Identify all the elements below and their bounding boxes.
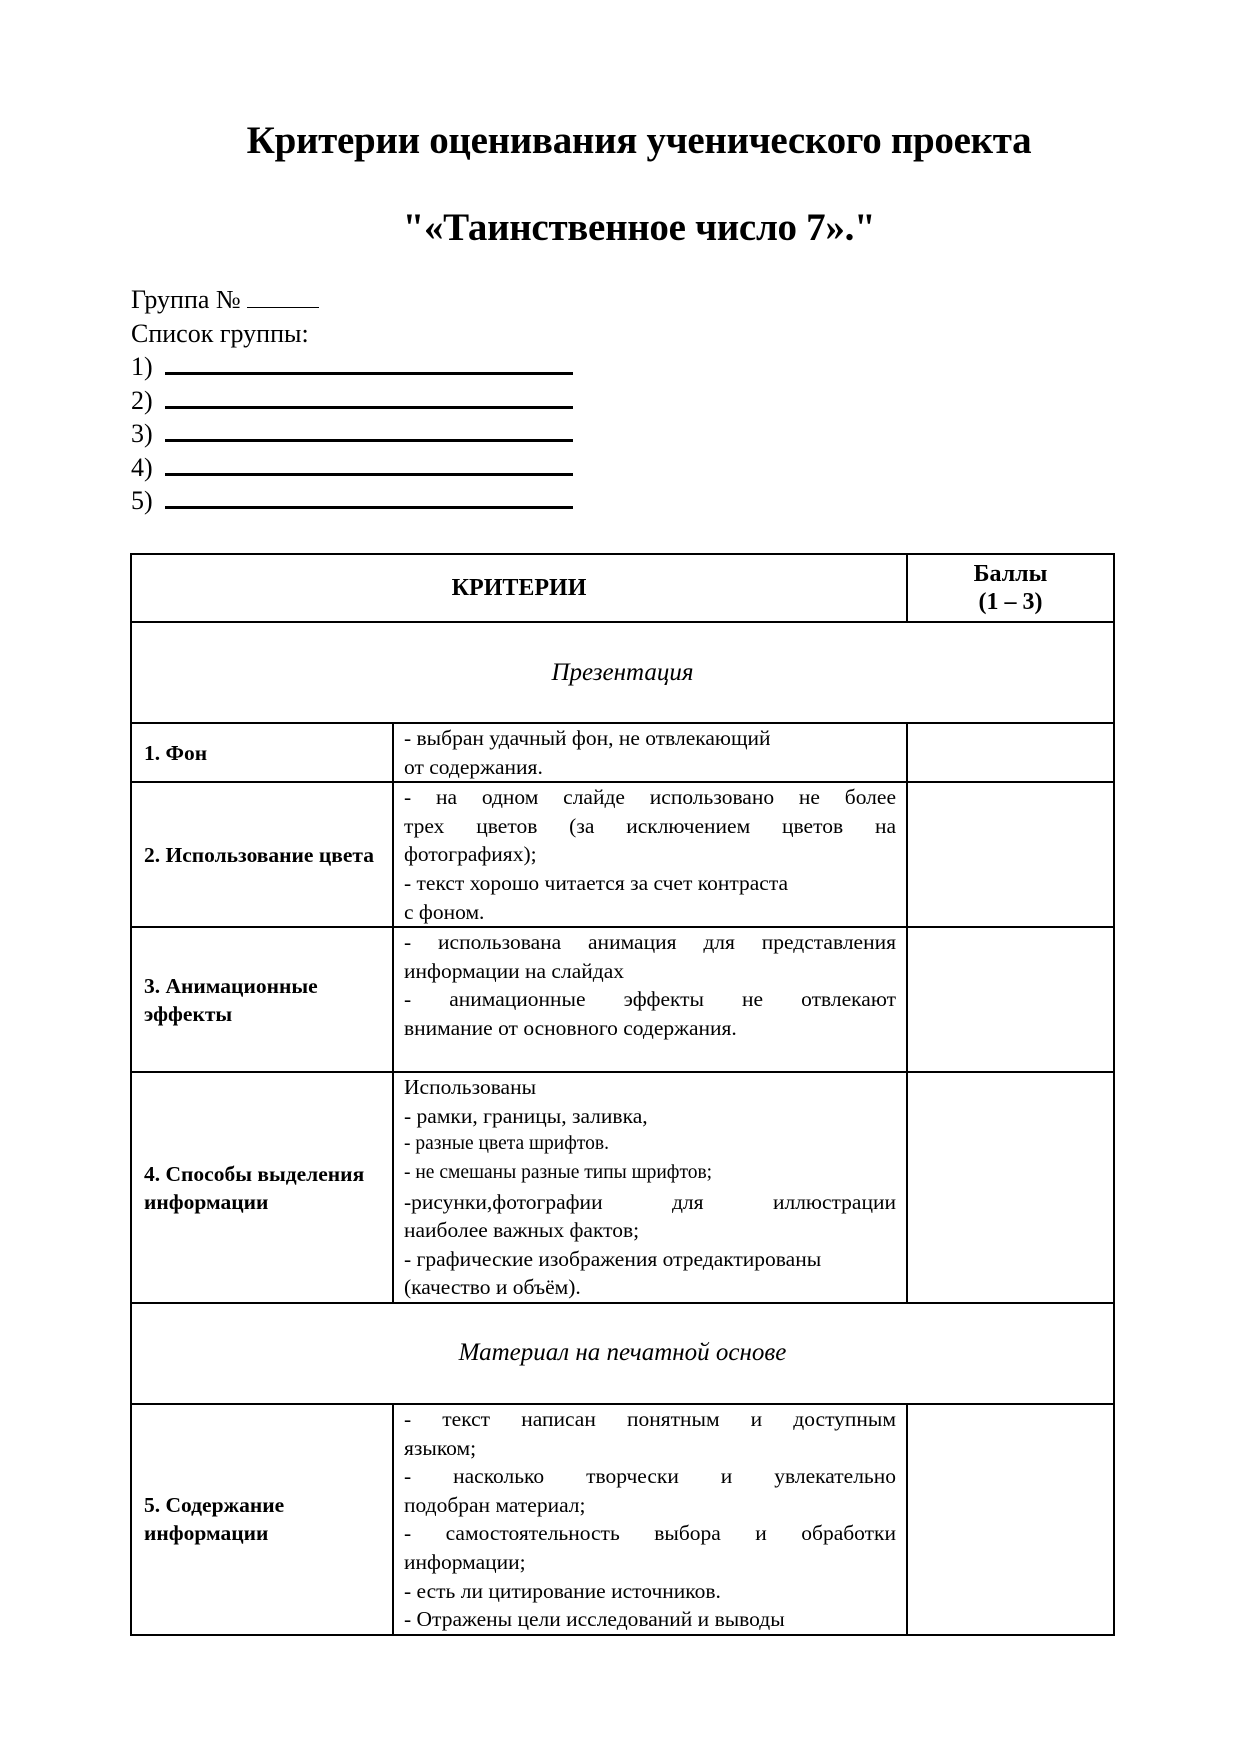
description-line: - текст хорошо читается за счет контраста (404, 870, 789, 895)
description-line: - текст написан понятным и доступным (404, 1406, 896, 1431)
section-title: Презентация (131, 622, 1114, 723)
member-line (131, 417, 573, 451)
member-line (131, 350, 573, 384)
criterion-name: 2. Использование цвета (131, 782, 393, 927)
description-line: фотографиях); (404, 842, 537, 867)
description-line: внимание от основного содержания. (404, 1015, 737, 1040)
member-line (131, 384, 573, 418)
criterion-name: 5. Содержание информации (131, 1404, 393, 1635)
member-name-field[interactable] (165, 484, 573, 509)
criterion-row (131, 1404, 1114, 1635)
description-line: языком; (404, 1435, 477, 1460)
score-cell[interactable] (907, 723, 1114, 782)
group-number-field[interactable] (247, 287, 319, 308)
criterion-row (131, 723, 1114, 782)
description-line: - самостоятельность выбора и обработки (404, 1521, 896, 1546)
section-row (131, 1303, 1114, 1404)
criterion-name: 4. Способы выделения информации (131, 1072, 393, 1303)
criterion-description (393, 927, 907, 1072)
member-name-field[interactable] (165, 451, 573, 476)
criterion-name: 1. Фон (131, 723, 393, 782)
section-title: Материал на печатной основе (131, 1303, 1114, 1404)
description-line: - Отражены цели исследований и выводы (404, 1607, 785, 1632)
member-line (131, 451, 573, 485)
group-number-line (131, 283, 573, 317)
member-number: 5) (131, 486, 153, 515)
criterion-description (393, 1404, 907, 1635)
table-header-row (131, 554, 1114, 622)
group-list-label: Список группы: (131, 318, 309, 348)
member-name-field[interactable] (165, 417, 573, 442)
description-line: трех цветов (за исключением цветов на (404, 813, 896, 838)
criterion-name: 3. Анимационные эффекты (131, 927, 393, 1072)
member-number: 3) (131, 419, 153, 448)
description-line: наиболее важных фактов; (404, 1218, 640, 1243)
description-line: - не смешаны разные типы шрифтов; (404, 1161, 713, 1183)
description-line: - выбран удачный фон, не отвлекающий (404, 726, 771, 750)
member-name-field[interactable] (165, 350, 573, 375)
description-line: - использована анимация для представления (404, 930, 896, 955)
member-number: 4) (131, 452, 153, 482)
header-criteria: КРИТЕРИИ (131, 554, 907, 622)
header-points-range: (1 – 3) (978, 589, 1043, 615)
description-line: - графические изображения отредактированы (404, 1246, 822, 1271)
group-info (131, 283, 573, 518)
description-line: - на одном слайде использовано не более (404, 785, 896, 810)
member-number: 1) (131, 352, 153, 381)
description-line: - рамки, границы, заливка, (404, 1103, 648, 1128)
criterion-row (131, 782, 1114, 927)
criterion-row (131, 927, 1114, 1072)
header-points-label: Баллы (973, 561, 1048, 587)
score-cell[interactable] (907, 1072, 1114, 1303)
description-line: Использованы (404, 1075, 537, 1100)
description-line: информации на слайдах (404, 958, 624, 983)
description-line: -рисунки,фотографии для иллюстрации (404, 1189, 896, 1214)
member-number: 2) (131, 385, 153, 415)
description-line: с фоном. (404, 899, 485, 924)
group-number-label: Группа № (131, 285, 241, 314)
member-name-field[interactable] (165, 384, 573, 409)
criteria-table (130, 553, 1115, 1636)
member-line (131, 484, 573, 518)
description-line: - насколько творчески и увлекательно (404, 1464, 896, 1489)
description-line: - разные цвета шрифтов. (404, 1133, 609, 1155)
description-line: - анимационные эффекты не отвлекают (404, 987, 896, 1012)
description-line: от содержания. (404, 754, 543, 779)
score-cell[interactable] (907, 927, 1114, 1072)
criterion-description (393, 1072, 907, 1303)
score-cell[interactable] (907, 1404, 1114, 1635)
criterion-description (393, 782, 907, 927)
document-title: Критерии оценивания ученического проекта (246, 119, 1032, 162)
description-line: подобран материал; (404, 1492, 586, 1517)
header-points (907, 554, 1114, 622)
description-line: (качество и объём). (404, 1275, 581, 1300)
criterion-description (393, 723, 907, 782)
criterion-row (131, 1072, 1114, 1303)
description-line: - есть ли цитирование источников. (404, 1578, 721, 1603)
description-line: информации; (404, 1549, 526, 1574)
score-cell[interactable] (907, 782, 1114, 927)
section-row (131, 622, 1114, 723)
project-name: "«Таинственное число 7»." (402, 206, 876, 249)
